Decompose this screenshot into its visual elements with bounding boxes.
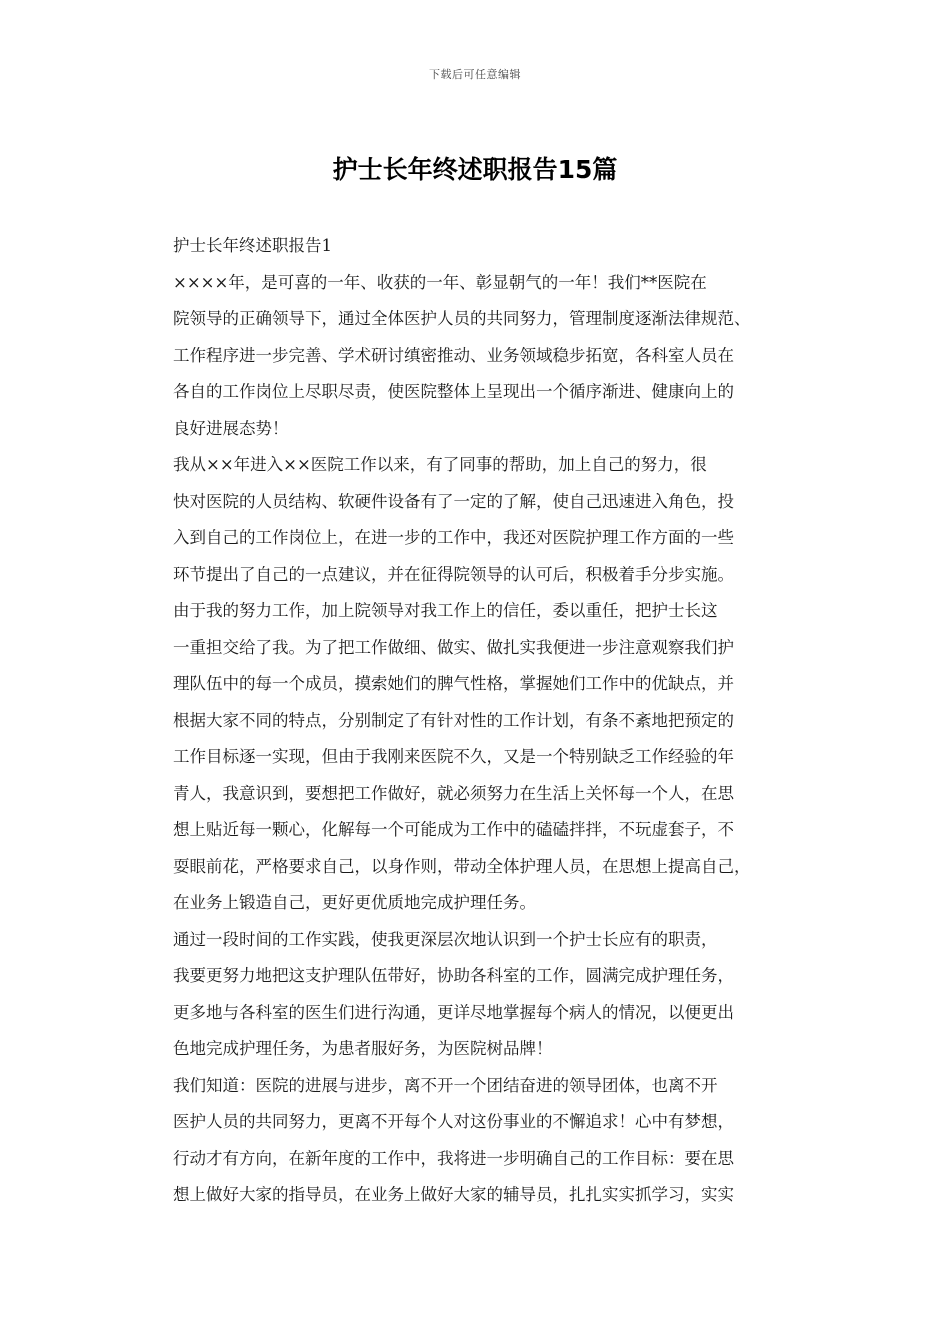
text-line: 理队伍中的每一个成员，摸索她们的脾气性格，掌握她们工作中的优缺点，并: [173, 674, 734, 693]
text-line: 各自的工作岗位上尽职尽责，使医院整体上呈现出一个循序渐进、健康向上的: [173, 382, 734, 401]
text-line: 通过一段时间的工作实践，使我更深层次地认识到一个护士长应有的职责，: [173, 929, 718, 949]
text-line: 想上贴近每一颗心，化解每一个可能成为工作中的磕磕拌拌，不玩虚套子，不: [173, 820, 734, 839]
text-line: 我要更努力地把这支护理队伍带好，协助各科室的工作，圆满完成护理任务，: [173, 966, 734, 985]
text-line: 快对医院的人员结构、软硬件设备有了一定的了解，使自己迅速进入角色，投: [173, 491, 734, 511]
text-line: 院领导的正确领导下，通过全体医护人员的共同努力，管理制度逐渐法律规范、: [173, 309, 751, 328]
text-line: 根据大家不同的特点，分别制定了有针对性的工作计划，有条不紊地把预定的: [173, 710, 734, 730]
paragraph-5: [146, 1068, 822, 1214]
section-heading: 护士长年终述职报告1: [173, 236, 332, 255]
text-line: 行动才有方向，在新年度的工作中，我将进一步明确自己的工作目标：要在思: [173, 1148, 734, 1168]
text-line: 入到自己的工作岗位上，在进一步的工作中，我还对医院护理工作方面的一些: [173, 528, 734, 547]
text-line: 我们知道：医院的进展与进步，离不开一个团结奋进的领导团体，也离不开: [173, 1075, 718, 1095]
text-line: 色地完成护理任务，为患者服好务，为医院树品牌！: [173, 1039, 553, 1058]
text-line: 环节提出了自己的一点建议，并在征得院领导的认可后，积极着手分步实施。: [173, 564, 734, 584]
text-line: 更多地与各科室的医生们进行沟通，更详尽地掌握每个病人的情况，以便更出: [173, 1002, 734, 1022]
text-line: 我从××年进入××医院工作以来，有了同事的帮助，加上自己的努力，很: [173, 455, 707, 474]
document-title: 护士长年终述职报告15篇: [332, 155, 618, 184]
text-line: 工作目标逐一实现，但由于我刚来医院不久，又是一个特别缺乏工作经验的年: [173, 747, 734, 766]
paragraph-4: [146, 922, 822, 1068]
text-line: 青人，我意识到，要想把工作做好，就必须努力在生活上关怀每一个人，在思: [173, 783, 734, 803]
text-line: 想上做好大家的指导员，在业务上做好大家的辅导员，扎扎实实抓学习，实实: [173, 1185, 734, 1204]
paragraph-1: [146, 265, 822, 448]
text-line: 耍眼前花，严格要求自己，以身作则，带动全体护理人员，在思想上提高自己，: [173, 856, 751, 876]
text-line: ××××年，是可喜的一年、收获的一年、彰显朝气的一年！我们**医院在: [173, 272, 707, 292]
text-line: 工作程序进一步完善、学术研讨缜密推动、业务领域稳步拓宽，各科室人员在: [173, 345, 734, 365]
paragraph-2: [146, 447, 822, 593]
text-line: 由于我的努力工作，加上院领导对我工作上的信任，委以重任，把护士长这: [173, 601, 718, 620]
text-line: 一重担交给了我。为了把工作做细、做实、做扎实我便进一步注意观察我们护: [173, 637, 734, 657]
text-line: 良好进展态势！: [173, 418, 289, 438]
paragraph-3: [146, 593, 822, 922]
text-line: 医护人员的共同努力，更离不开每个人对这份事业的不懈追求！心中有梦想，: [173, 1112, 734, 1131]
text-line: 在业务上锻造自己，更好更优质地完成护理任务。: [173, 893, 536, 912]
page-header-note: 下载后可任意编辑: [429, 68, 521, 81]
document-body: [146, 228, 822, 1214]
